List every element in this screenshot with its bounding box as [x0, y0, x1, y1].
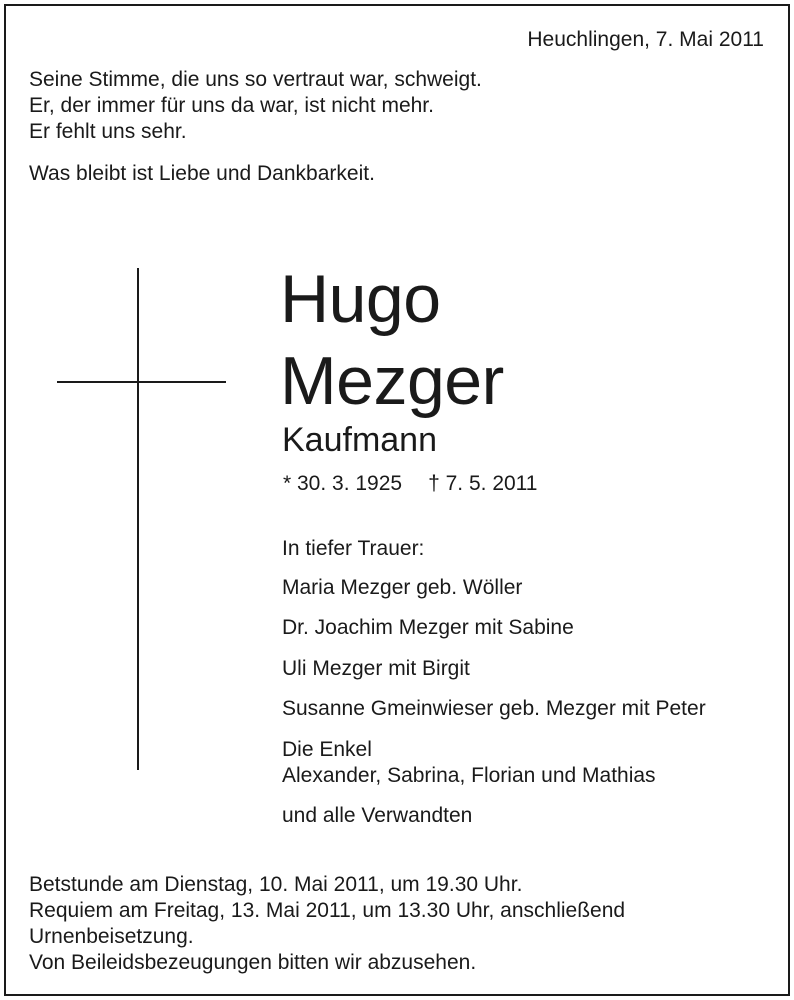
mourner-name: Dr. Joachim Mezger mit Sabine: [282, 616, 574, 639]
mourner-name: Maria Mezger geb. Wöller: [282, 576, 523, 599]
notice-line: Betstunde am Dienstag, 10. Mai 2011, um 19.30 Uhr.: [29, 873, 523, 896]
cross-icon-horizontal: [57, 381, 226, 383]
deceased-last-name: Mezger: [280, 343, 504, 419]
place-date: Heuchlingen, 7. Mai 2011: [527, 28, 764, 51]
obituary-border: [4, 4, 790, 996]
verse-line: Er fehlt uns sehr.: [29, 120, 187, 143]
relatives-line: und alle Verwandten: [282, 804, 473, 827]
life-dates: [283, 471, 537, 497]
mourner-name: Susanne Gmeinwieser geb. Mezger mit Peter: [282, 697, 706, 720]
verse-line: Er, der immer für uns da war, ist nicht mehr.: [29, 94, 434, 117]
grandchildren-names: Alexander, Sabrina, Florian und Mathias: [282, 764, 656, 787]
verse-line: Seine Stimme, die uns so vertraut war, schweigt.: [29, 68, 482, 91]
grandchildren-label: Die Enkel: [282, 738, 372, 761]
death-date: † 7. 5. 2011: [428, 472, 538, 495]
deceased-first-name: Hugo: [280, 261, 441, 337]
notice-line: Von Beileidsbezeugungen bitten wir abzusehen.: [29, 951, 477, 974]
notice-line: Requiem am Freitag, 13. Mai 2011, um 13.30 Uhr, anschließend: [29, 899, 626, 922]
mourners-intro: In tiefer Trauer:: [282, 537, 425, 560]
mourner-name: Uli Mezger mit Birgit: [282, 657, 470, 680]
birth-date: * 30. 3. 1925: [283, 472, 403, 495]
cross-icon-vertical: [137, 268, 139, 770]
verse-closing: Was bleibt ist Liebe und Dankbarkeit.: [29, 162, 375, 185]
notice-line: Urnenbeisetzung.: [29, 925, 194, 948]
deceased-profession: Kaufmann: [282, 421, 437, 459]
